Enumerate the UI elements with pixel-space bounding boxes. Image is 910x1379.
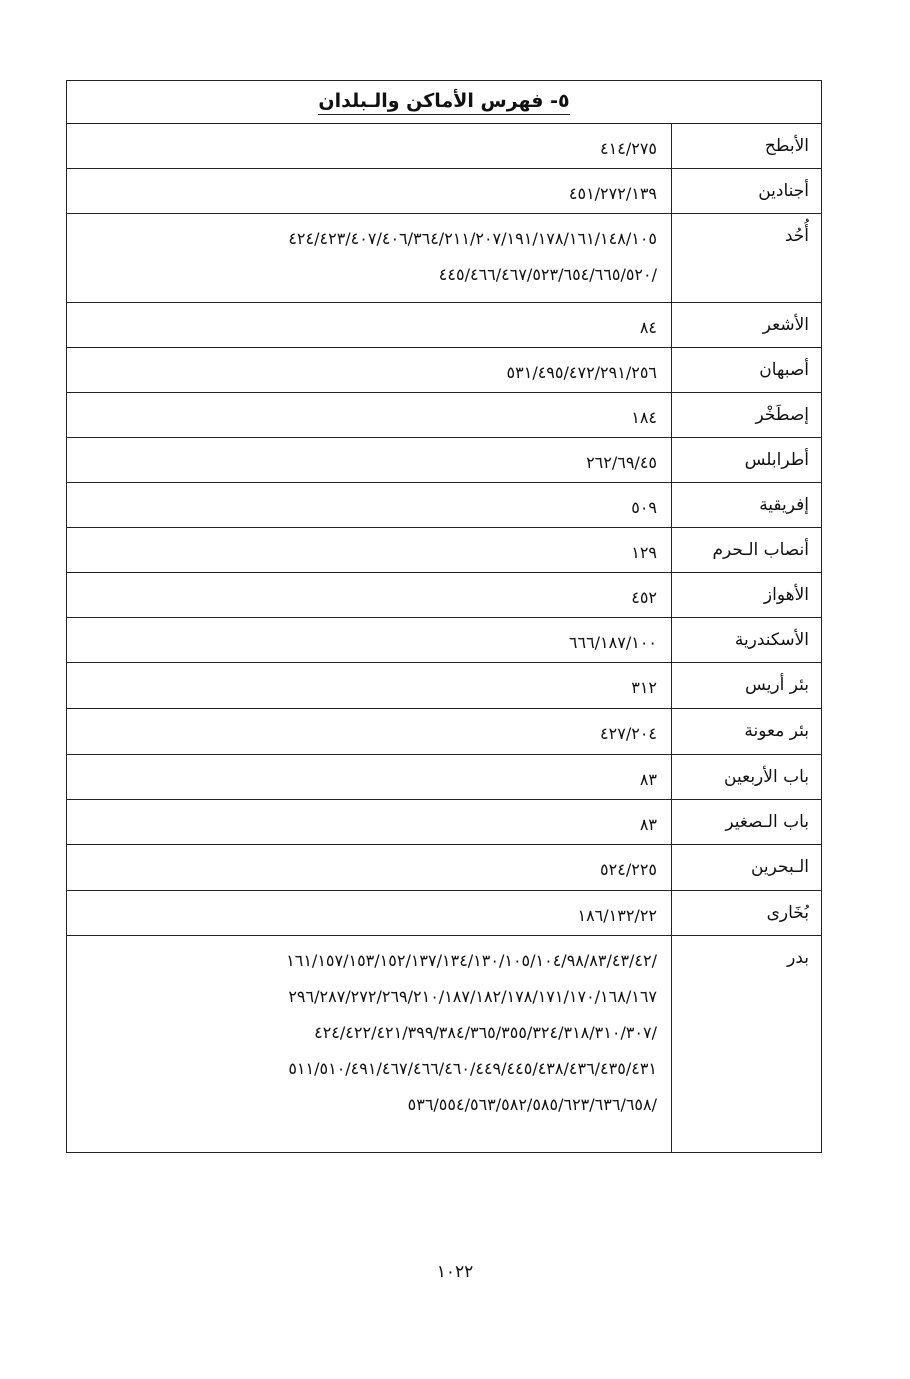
place-name: أنصاب الـحرم [671, 528, 821, 572]
table-row [67, 709, 821, 755]
place-name: بئر معونة [671, 709, 821, 754]
page-refs-line: ٥١١/٥١٠/٤٩١/٤٦٧/٤٦٦/٤٦٠/٤٤٩/٤٤٥/٤٣٨/٤٣٦/٤٣٥/٤٣١ [288, 1059, 657, 1078]
page-refs [67, 348, 671, 392]
place-name: أجنادين [671, 169, 821, 213]
place-name: الـبحرين [671, 845, 821, 890]
table-row [67, 891, 821, 936]
place-name: الأشعر [671, 303, 821, 347]
place-name: الأسكندرية [671, 618, 821, 662]
page-refs-line: ٥٢٤/٢٢٥ [600, 860, 657, 879]
table-row [67, 483, 821, 528]
page-refs [67, 573, 671, 617]
table-row [67, 348, 821, 393]
page-refs-line: /١٦١/١٥٧/١٥٣/١٥٢/١٣٧/١٣٤/١٣٠/١٠٥/١٠٤/٩٨/٨٣/٤٣/٤٢ [286, 951, 657, 970]
page-refs-line: ٢٦٢/٦٩/٤٥ [586, 453, 657, 472]
table-row [67, 393, 821, 438]
page-refs [67, 393, 671, 437]
page-refs-line: ٤٢٧/٢٠٤ [600, 724, 657, 743]
page-refs-line: /٥٣٦/٥٥٤/٥٦٣/٥٨٢/٥٨٥/٦٢٣/٦٣٦/٦٥٨ [407, 1095, 657, 1114]
page-refs [67, 891, 671, 935]
page-refs-line: ٦٦٦/١٨٧/١٠٠ [568, 633, 657, 652]
page-number: ١٠٢٢ [436, 1262, 474, 1282]
place-name: باب الأربعين [671, 755, 821, 799]
table-row [67, 800, 821, 845]
place-name: باب الـصغير [671, 800, 821, 844]
page-refs [67, 845, 671, 890]
page-refs-line: ٣١٢ [631, 678, 657, 697]
page-refs [67, 936, 671, 1152]
page-refs-line: ٨٣ [639, 770, 657, 789]
table-row [67, 936, 821, 1152]
place-name: بئر أريس [671, 663, 821, 708]
table-row [67, 528, 821, 573]
page-refs-line: ٢٩٦/٢٨٧/٢٧٢/٢٦٩/٢١٠/١٨٧/١٨٢/١٧٨/١٧١/١٧٠/١٦٨/١٦٧ [288, 987, 657, 1006]
page-refs-line: ٤٢٤/٤٢٣/٤٠٧/٤٠٦/٣٦٤/٢١١/٢٠٧/١٩١/١٧٨/١٦١/١٤٨/١٠٥ [288, 229, 657, 248]
page-refs-line: ٤١٤/٢٧٥ [600, 139, 657, 158]
place-name: أصبهان [671, 348, 821, 392]
page-refs-line: ٥٣١/٤٩٥/٤٧٢/٢٩١/٢٥٦ [506, 363, 657, 382]
table-row [67, 303, 821, 348]
place-name: بُخَارى [671, 891, 821, 935]
page-refs [67, 169, 671, 213]
page-refs-line: ١٨٦/١٣٢/٢٢ [577, 906, 657, 925]
table-row [67, 755, 821, 800]
table-row [67, 214, 821, 303]
page-refs [67, 800, 671, 844]
place-name: إصطَخْر [671, 393, 821, 437]
page-refs-line: ٤٥٢ [631, 588, 657, 607]
table-title-row [67, 81, 821, 124]
page-refs-line: /٤٤٥/٤٦٦/٤٦٧/٥٢٣/٦٥٤/٦٦٥/٥٢٠ [438, 265, 657, 284]
page-refs [67, 618, 671, 662]
place-name: أطرابلس [671, 438, 821, 482]
page-refs-line: ٨٤ [639, 318, 657, 337]
page-refs-line: ١٨٤ [631, 408, 657, 427]
table-title: ٥- فهرس الأماكن والـبلدان [318, 90, 569, 115]
page-refs [67, 483, 671, 527]
page-refs [67, 663, 671, 708]
table-row [67, 845, 821, 891]
table-row [67, 124, 821, 169]
place-name: إفريقية [671, 483, 821, 527]
page-refs [67, 303, 671, 347]
place-name: الأبطح [671, 124, 821, 168]
table-row [67, 438, 821, 483]
page-refs-line: ٤٥١/٢٧٢/١٣٩ [568, 184, 657, 203]
place-name: أُحُد [671, 214, 821, 302]
table-row [67, 573, 821, 618]
places-index-table [66, 80, 822, 1153]
page-refs [67, 214, 671, 302]
place-name: الأهواز [671, 573, 821, 617]
page-refs-line: ٥٠٩ [631, 498, 657, 517]
page-refs [67, 124, 671, 168]
page-refs [67, 438, 671, 482]
page-refs [67, 755, 671, 799]
page-refs-line: ٨٣ [639, 815, 657, 834]
place-name: بدر [671, 936, 821, 1152]
table-row [67, 663, 821, 709]
page-refs [67, 528, 671, 572]
page-refs-line: /٤٢٤/٤٢٢/٤٢١/٣٩٩/٣٨٤/٣٦٥/٣٥٥/٣٢٤/٣١٨/٣١٠/٣٠٧ [314, 1023, 657, 1042]
table-row [67, 618, 821, 663]
page-refs-line: ١٢٩ [631, 543, 657, 562]
page-refs [67, 709, 671, 754]
table-row [67, 169, 821, 214]
